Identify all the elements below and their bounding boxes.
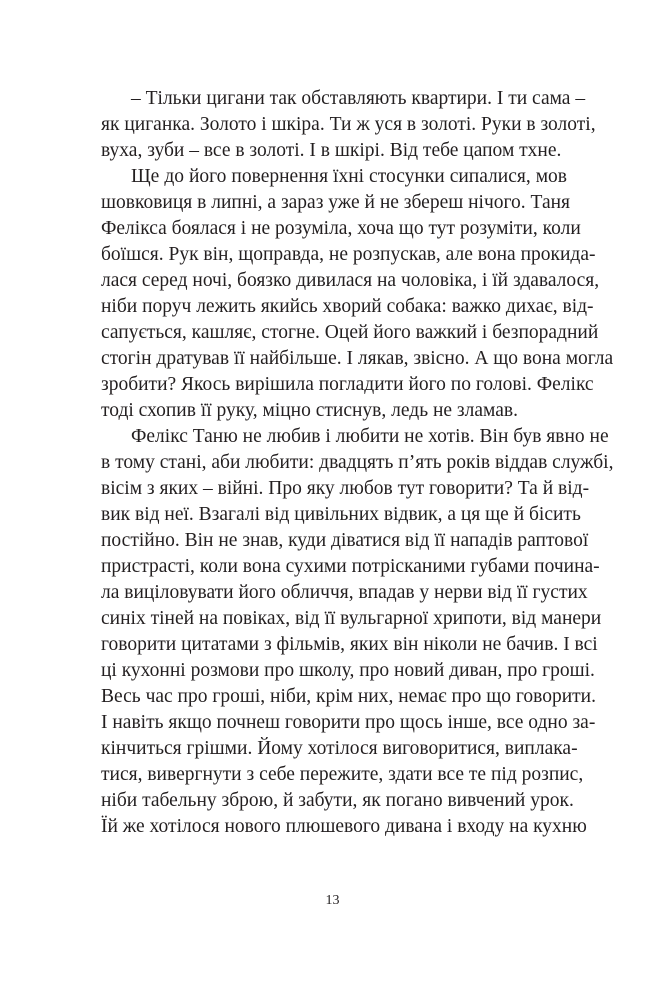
text-line: стогін дратував її найбільше. І лякав, звісно. А що вона могла [101,348,614,369]
text-line: ці кухонні розмови про школу, про новий диван, про гроші. [101,660,595,681]
text-line: зробити? Якось вирішила погладити його по голові. Фелікс [101,374,594,395]
text-line: лася серед ночі, боязко дивилася на чоловіка, і їй здавалося, [101,270,600,291]
text-line: тоді схопив її руку, міцно стиснув, ледь не зламав. [101,400,518,421]
text-line: Фелікс Таню не любив і любити не хотів. Він був явно не [131,426,609,447]
text-line: сапується, кашляє, стогне. Оцей його важкий і безпорадний [101,322,599,343]
text-line: ла виціловувати його обличчя, впадав у нерви від її густих [101,582,588,603]
text-line: ніби поруч лежить якийсь хворий собака: важко дихає, від- [101,296,594,317]
text-line: вісім з яких – війні. Про яку любов тут говорити? Та й від- [101,478,590,499]
text-line: І навіть якщо почнеш говорити про щось інше, все одно за- [101,712,596,733]
text-line: кінчиться грішми. Йому хотілося виговоритися, виплака- [101,738,578,759]
text-line: говорити цитатами з фільмів, яких він ніколи не бачив. І всі [101,634,598,655]
text-line: тися, вивергнути з себе пережите, здати все те під розпис, [101,764,584,785]
page-number: 13 [325,893,340,908]
text-line: Їй же хотілося нового плюшевого дивана і входу на кухню [101,816,587,837]
text-line: Фелікса боялася і не розуміла, хоча що тут розуміти, коли [101,218,581,239]
text-line: синіх тіней на повіках, від її вульгарної хрипоти, від манери [101,608,602,629]
text-line: постійно. Він не знав, куди діватися від її нападів раптової [101,530,589,551]
text-line: боїшся. Рук він, щоправда, не розпускав, але вона прокида- [101,244,596,265]
text-line: ніби табельну зброю, й забути, як погано вивчений урок. [101,790,574,811]
text-line: вуха, зуби – все в золоті. І в шкірі. Від тебе цапом тхне. [101,140,562,161]
text-line: Весь час про гроші, ніби, крім них, немає про що говорити. [101,686,596,707]
text-line: як циганка. Золото і шкіра. Ти ж уся в золоті. Руки в золоті, [101,114,596,135]
text-line: вик від неї. Взагалі від цивільних відвик, а ця ще й бісить [101,504,581,525]
text-line: – Тільки цигани так обставляють квартири. І ти сама – [131,88,586,109]
text-line: в тому стані, аби любити: двадцять п’ять років віддав службі, [101,452,614,473]
text-line: шовковиця в липні, а зараз уже й не збереш нічого. Таня [101,192,571,213]
text-line: Ще до його повернення їхні стосунки сипалися, мов [131,166,567,187]
text-line: пристрасті, коли вона сухими потрісканими губами почина- [101,556,600,577]
body-text [101,86,614,840]
